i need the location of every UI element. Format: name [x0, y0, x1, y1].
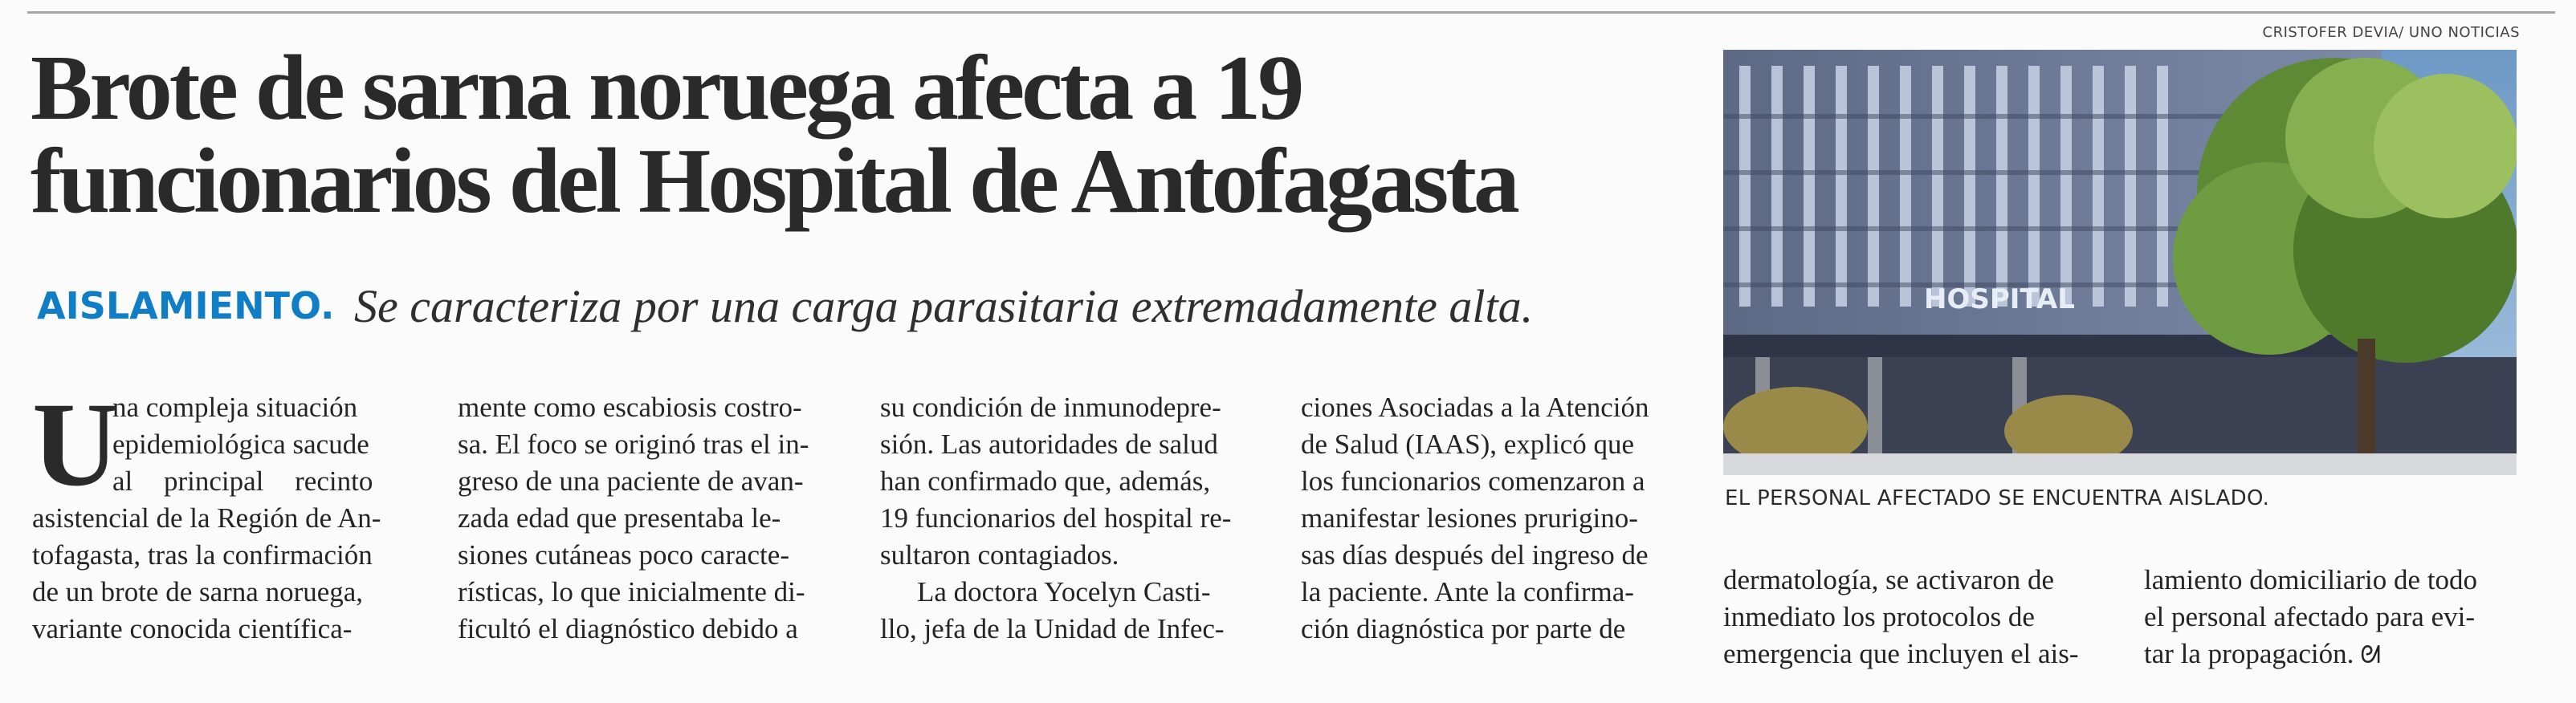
body-line: ciones Asociadas a la Atención [1301, 392, 1649, 423]
body-column-6 [2144, 562, 2528, 674]
body-line: el personal afectado para evi- [2144, 601, 2475, 632]
body-line: zada edad que presentaba le- [458, 502, 781, 534]
body-line: tofagasta, tras la confirmación [32, 539, 373, 571]
body-line: sultaron contagiados. [880, 539, 1119, 571]
body-column-5 [1723, 562, 2107, 673]
body-line: han confirmado que, además, [880, 465, 1211, 497]
body-line: dermatología, se activaron de [1723, 564, 2055, 595]
body-line: asistencial de la Región de An- [32, 502, 381, 534]
body-line: la paciente. Ante la confirma- [1301, 576, 1634, 608]
hospital-photo [1723, 50, 2517, 475]
body-line: epidemiológica sacude [112, 429, 369, 460]
body-line: mente como escabiosis costro- [458, 392, 802, 423]
body-line: de Salud (IAAS), explicó que [1301, 429, 1635, 460]
deck-summary: Se caracteriza por una carga parasitaria extremadamente alta. [354, 280, 1534, 332]
body-line: siones cutáneas poco caracte- [458, 539, 789, 571]
body-line: rísticas, lo que inicialmente di- [458, 576, 805, 608]
drop-cap: U [32, 378, 120, 511]
body-line: sas días después del ingreso de [1301, 539, 1649, 571]
deck [37, 279, 1533, 333]
body-line: lamiento domiciliario de todo [2144, 564, 2478, 595]
body-line: sa. El foco se originó tras el in- [458, 429, 809, 460]
body-line: greso de una paciente de avan- [458, 465, 804, 497]
body-line: na compleja situación [112, 392, 358, 423]
body-column-2 [458, 389, 842, 648]
body-line: los funcionarios comenzaron a [1301, 465, 1645, 497]
headline-line-2: funcionarios del Hospital de Antofagasta [31, 130, 1517, 233]
photo-credit: CRISTOFER DEVIA/ UNO NOTICIAS [2262, 24, 2520, 41]
body-line: de un brote de sarna noruega, [32, 576, 364, 608]
body-column-4 [1301, 389, 1685, 648]
body-line [2144, 636, 2528, 674]
body-column-1 [32, 378, 416, 648]
headline-line-1: Brote de sarna noruega afecta a 19 [31, 37, 1302, 140]
body-line: inmediato los protocolos de [1723, 601, 2035, 632]
headline [31, 37, 1677, 233]
body-line: emergencia que incluyen el ais- [1723, 638, 2079, 669]
top-rule [27, 11, 2555, 14]
body-line: La doctora Yocelyn Casti- [917, 576, 1211, 608]
body-line: sión. Las autoridades de salud [880, 429, 1218, 460]
body-line: llo, jefa de la Unidad de Infec- [880, 613, 1225, 644]
body-line-text: tar la propagación. [2144, 638, 2354, 669]
end-of-article-icon: ᘛ [2360, 641, 2381, 669]
body-line: ficultó el diagnóstico debido a [458, 613, 798, 644]
body-line: ción diagnóstica por parte de [1301, 613, 1626, 644]
hospital-sign-text: HOSPITAL [1924, 283, 2075, 315]
body-line: al principal recinto [112, 465, 373, 497]
body-line: variante conocida científica- [32, 613, 353, 644]
body-line: 19 funcionarios del hospital re- [880, 502, 1232, 534]
photo-caption: EL PERSONAL AFECTADO SE ENCUENTRA AISLADO. [1725, 486, 2270, 510]
body-line: su condición de inmunodepre- [880, 392, 1221, 423]
deck-kicker: AISLAMIENTO. [37, 284, 335, 327]
body-column-3 [880, 389, 1264, 648]
body-line: manifestar lesiones prurigino- [1301, 502, 1638, 534]
hospital-photo-image [1723, 50, 2517, 475]
